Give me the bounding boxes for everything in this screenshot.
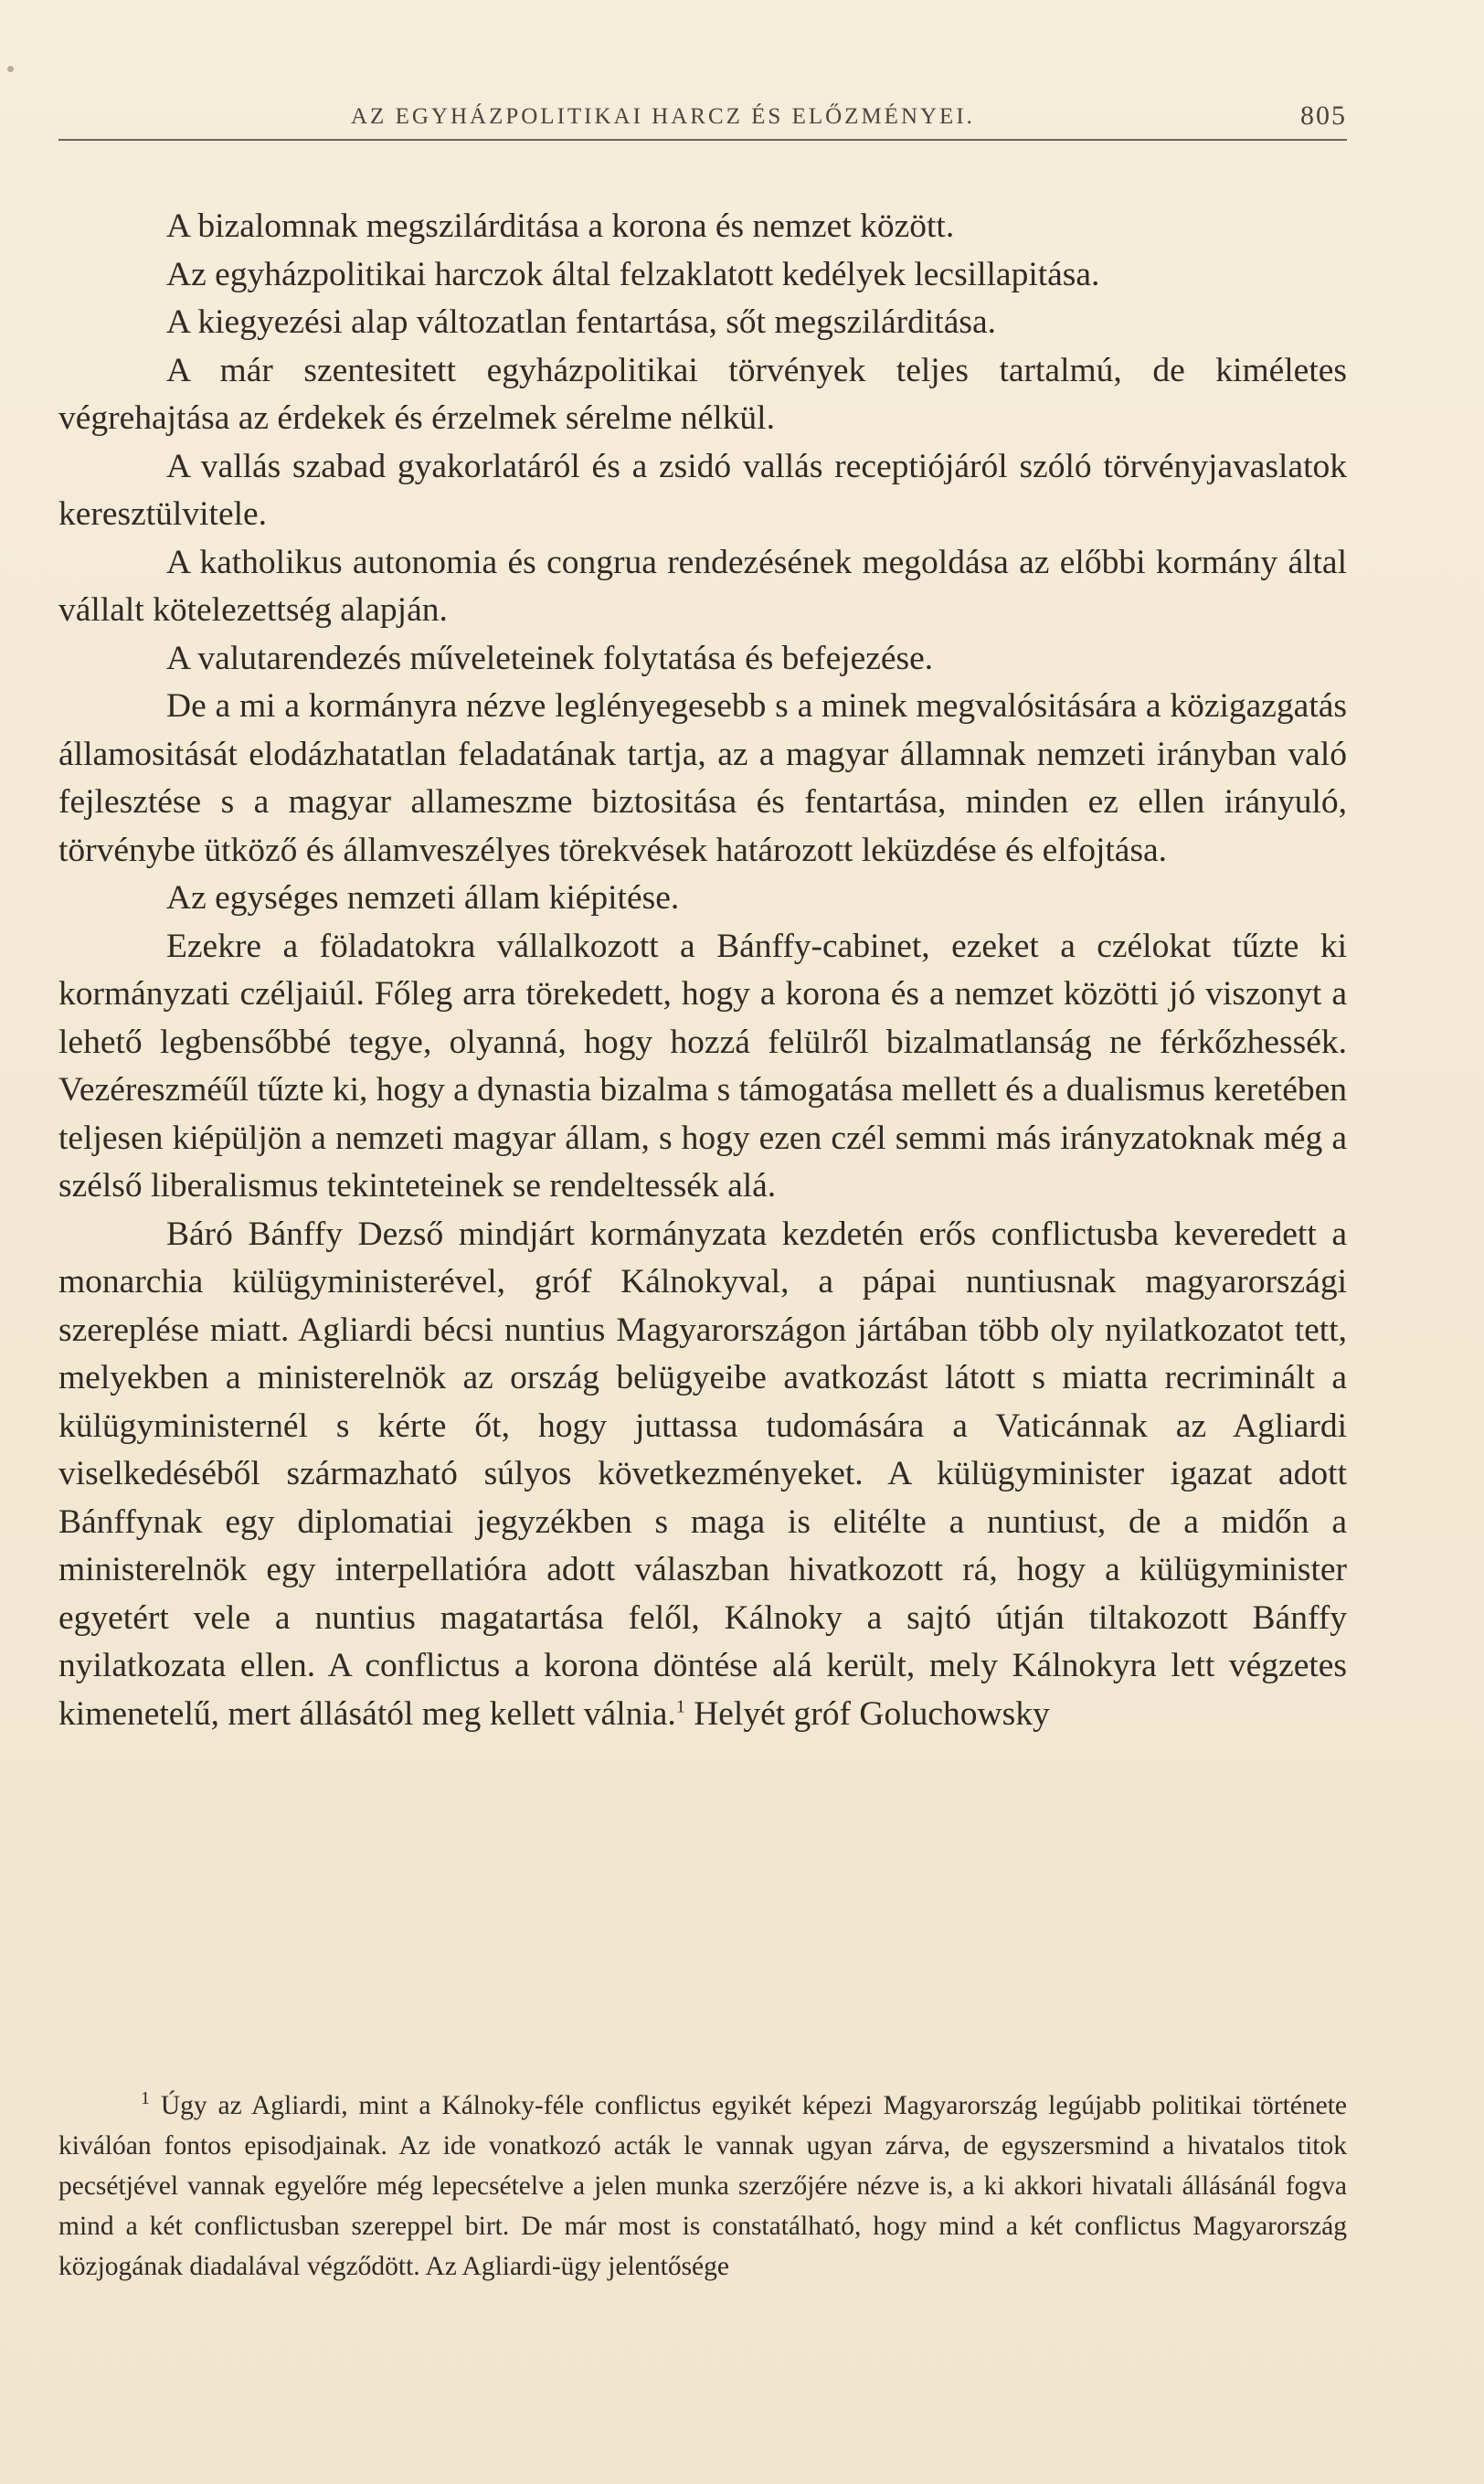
paragraph-10: Ezekre a föladatokra vállalkozott a Bánffy-cabinet, ezeket a czélokat tűzte ki kormányzati czéljaiúl. Főleg arra törekedett, hogy a korona és a nemzet közötti jó viszonyt a lehető legbensőbbé tegye, olyanná, hogy hozzá felülről bizalmatlanság ne férkőzhessék. Vezéreszméűl tűzte ki, hogy a dynastia bizalma s támogatása mellett és a dualismus keretében teljesen kiépüljön a nemzeti magyar állam, s hogy ezen czél semmi más irányzatoknak még a szélső liberalismus tekinteteinek se rendeltessék alá.	[58, 927, 1347, 1205]
paragraph-8: De a mi a kormányra nézve leglényegesebb s a minek megvalósitására a közigazgatás államositását elodázhatatlan feladatának tartja, az a magyar államnak nemzeti irányban való fejlesztése s a magyar allameszme biztositása és fentartása, minden ez ellen irányuló, törvénybe ütköző és államveszélyes törekvések határozott leküzdése és elfojtása.	[58, 687, 1347, 869]
paragraph-11	[58, 1211, 1347, 1739]
footnote-text: Úgy az Agliardi, mint a Kálnoky-féle conflictus egyikét képezi Magyarország legújabb politikai története kiválóan fontos episodjainak. Az ide vonatkozó acták le vannak ugyan zárva, de egyszersmind a hivatalos titok pecsétjével vannak egyelőre még lepecsételve a jelen munka szerzőjére nézve is, a ki akkori hivatali állásánál fogva mind a két conflictusban szereppel birt. De már most is constatálható, hogy mind a két conflictus Magyarország közjogának diadalával végződött. Az Agliardi-ügy jelentősége	[58, 2091, 1347, 2281]
page-number: 805	[1300, 101, 1347, 131]
paragraph-6: A katholikus autonomia és congrua rendezésének megoldása az előbbi kormány által vállalt kötelezettség alapján.	[58, 543, 1347, 629]
footnote-1	[58, 2086, 1347, 2287]
running-head-title: AZ EGYHÁZPOLITIKAI HARCZ ÉS ELŐZMÉNYEI.	[351, 104, 975, 129]
paragraph-4: A már szentesitett egyházpolitikai törvények teljes tartalmú, de kiméletes végrehajtása az érdekek és érzelmek sérelme nélkül.	[58, 351, 1347, 437]
body-text	[58, 203, 1347, 1738]
running-header	[58, 95, 1347, 141]
paragraph-11-tail: Helyét gróf Goluchowsky	[684, 1694, 1050, 1733]
scan-speck	[7, 66, 14, 72]
footnotes	[58, 2086, 1347, 2287]
paragraph-1: A bizalomnak megszilárditása a korona és nemzet között.	[166, 207, 955, 245]
paragraph-7: A valutarendezés műveleteinek folytatása és befejezése.	[166, 639, 934, 677]
footnote-marker: 1	[141, 2088, 150, 2109]
paragraph-11-text: Báró Bánffy Dezső mindjárt kormányzata kezdetén erős conflictusba keveredett a monarchia külügyministerével, gróf Kálnokyval, a pápai nuntiusnak magyarországi szereplése miatt. Agliardi bécsi nuntius Magyarországon jártában több oly nyilatkozatot tett, melyekben a ministerelnök az ország belügyeibe avatkozást látott s miatta recriminált a külügyministernél s kérte őt, hogy juttassa tudomására a Vaticánnak az Agliardi viselkedéséből származható súlyos következményeket. A külügyminister igazat adott Bánffynak egy diplomatiai jegyzékben s maga is elitélte a nuntiust, de a midőn a ministerelnök egy interpellatióra adott válaszban hivatkozott rá, hogy a külügyminister egyetért vele a nuntius magatartása felől, Kálnoky a sajtó útján tiltakozott Bánffy nyilatkozata ellen. A conflictus a korona döntése alá került, mely Kálnokyra lett végzetes kimenetelű, mert állásától meg kellett válnia.	[58, 1215, 1347, 1733]
paragraph-2: Az egyházpolitikai harczok által felzaklatott kedélyek lecsillapitása.	[166, 255, 1100, 293]
footnote-reference: 1	[675, 1696, 685, 1716]
paragraph-5: A vallás szabad gyakorlatáról és a zsidó vallás receptiójáról szóló törvényjavaslatok keresztülvitele.	[58, 447, 1347, 533]
paragraph-3: A kiegyezési alap változatlan fentartása, sőt megszilárditása.	[166, 303, 996, 341]
paragraph-9: Az egységes nemzeti állam kiépitése.	[166, 879, 680, 917]
